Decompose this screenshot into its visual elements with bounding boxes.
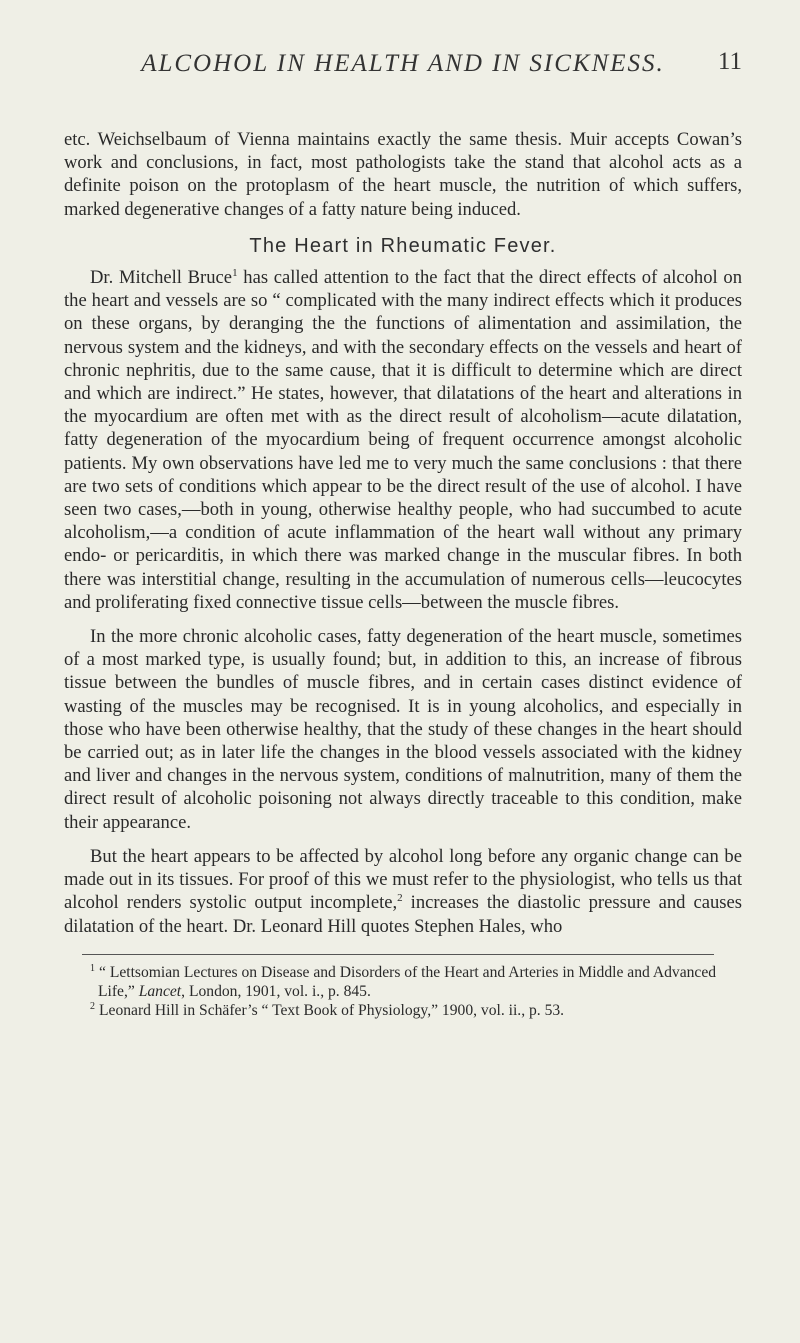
running-title: ALCOHOL IN HEALTH AND IN SICKNESS. xyxy=(141,50,665,77)
footnote-ref-2: 2 xyxy=(397,892,403,905)
footnote-divider xyxy=(82,954,714,955)
body-text xyxy=(64,128,742,938)
running-head xyxy=(64,48,742,88)
footnote-mark-1: 1 xyxy=(90,962,95,974)
paragraph-physiology-start: But the heart appears to be affected by alcohol long before any organic change can be made out in its tissues. For proof of this we must refer to the physiologist, who tells us that alcohol renders systolic output incomplete, xyxy=(64,845,742,914)
footnote-1-journal: Lancet xyxy=(138,982,182,1000)
footnotes xyxy=(64,963,742,1020)
footnote-1-text: “ Lettsomian Lectures on Disease and Disorders of the Heart and Arteries in Middle and Advanced Life,” xyxy=(98,963,717,1000)
paragraph-chronic-cases: In the more chronic alcoholic cases, fatty degeneration of the heart muscle, sometimes of a most marked type, is usually found; but, in addition to this, an increase of fibrous tissue between the bundles of muscle fibres, and in certain cases distinct evidence of wasting of the muscles may be recognised. It is in young alcoholics, and especially in those who have been otherwise healthy, that the study of these changes in the heart should be carried out; as in later life the changes in the blood vessels associated with the kidney and liver and changes in the nervous system, conditions of malnutrition, many of them the direct result of alcoholic poisoning not always directly traceable to this condition, make their appearance. xyxy=(64,626,742,833)
paragraph-bruce-rest: has called attention to the fact that the direct effects of alcohol on the heart and vessels are so “ complicated with the many indirect effects which it produces on these organs, by deranging the the functions of alimentation and assimilation, the nervous system and the kidneys, and with the secondary effects on the vessels and heart of chronic nephritis, due to the same cause, that it is difficult to determine which are direct and which are indirect.” He states, however, that dilatations of the heart and alterations in the myocardium are often met with as the direct result of alcoholism—acute dilatation, fatty degeneration of the myocardium being of frequent occurrence amongst alcoholic patients. My own observations have led me to very much the same conclusions : that there are two sets of conditions which appear to be the direct result of the use of alcohol. I have seen two cases,—both in young, otherwise healthy people, who had succumbed to acute alcoholism,—a condition of acute inflammation of the heart wall without any primary endo- or pericarditis, in which there was marked change in the muscular fibres. In both there was interstitial change, resulting in the accumulation of numerous cells—leucocytes and proliferating fixed connective tissue cells—between the muscle fibres. xyxy=(64,267,742,613)
footnote-1 xyxy=(82,963,742,1001)
footnote-2 xyxy=(82,1001,742,1020)
footnote-ref-1: 1 xyxy=(232,266,238,279)
paragraph-physiology-rest: increases the diastolic pressure and causes dilatation of the heart. Dr. Leonard Hill quotes Stephen Hales, who xyxy=(64,892,742,937)
footnote-1-citation: , London, 1901, vol. i., p. 845. xyxy=(181,982,371,1000)
section-heading: The Heart in Rheumatic Fever. xyxy=(249,234,557,257)
footnote-mark-2: 2 xyxy=(90,1000,95,1012)
paragraph-continued: etc. Weichselbaum of Vienna maintains exactly the same thesis. Muir accepts Cowan’s work and conclusions, in fact, most pathologists take the stand that alcohol acts as a definite poison on the protoplasm of the heart muscle, the nutrition of which suffers, marked degenerative changes of a fatty nature being induced. xyxy=(64,129,742,220)
page-number: 11 xyxy=(717,48,742,75)
footnote-2-text: Leonard Hill in Schäfer’s “ Text Book of Physiology,” 1900, vol. ii., p. 53. xyxy=(99,1001,565,1019)
paragraph-physiology xyxy=(64,845,742,938)
paragraph-bruce-start: Dr. Mitchell Bruce xyxy=(90,267,233,289)
paragraph-bruce xyxy=(64,266,742,614)
